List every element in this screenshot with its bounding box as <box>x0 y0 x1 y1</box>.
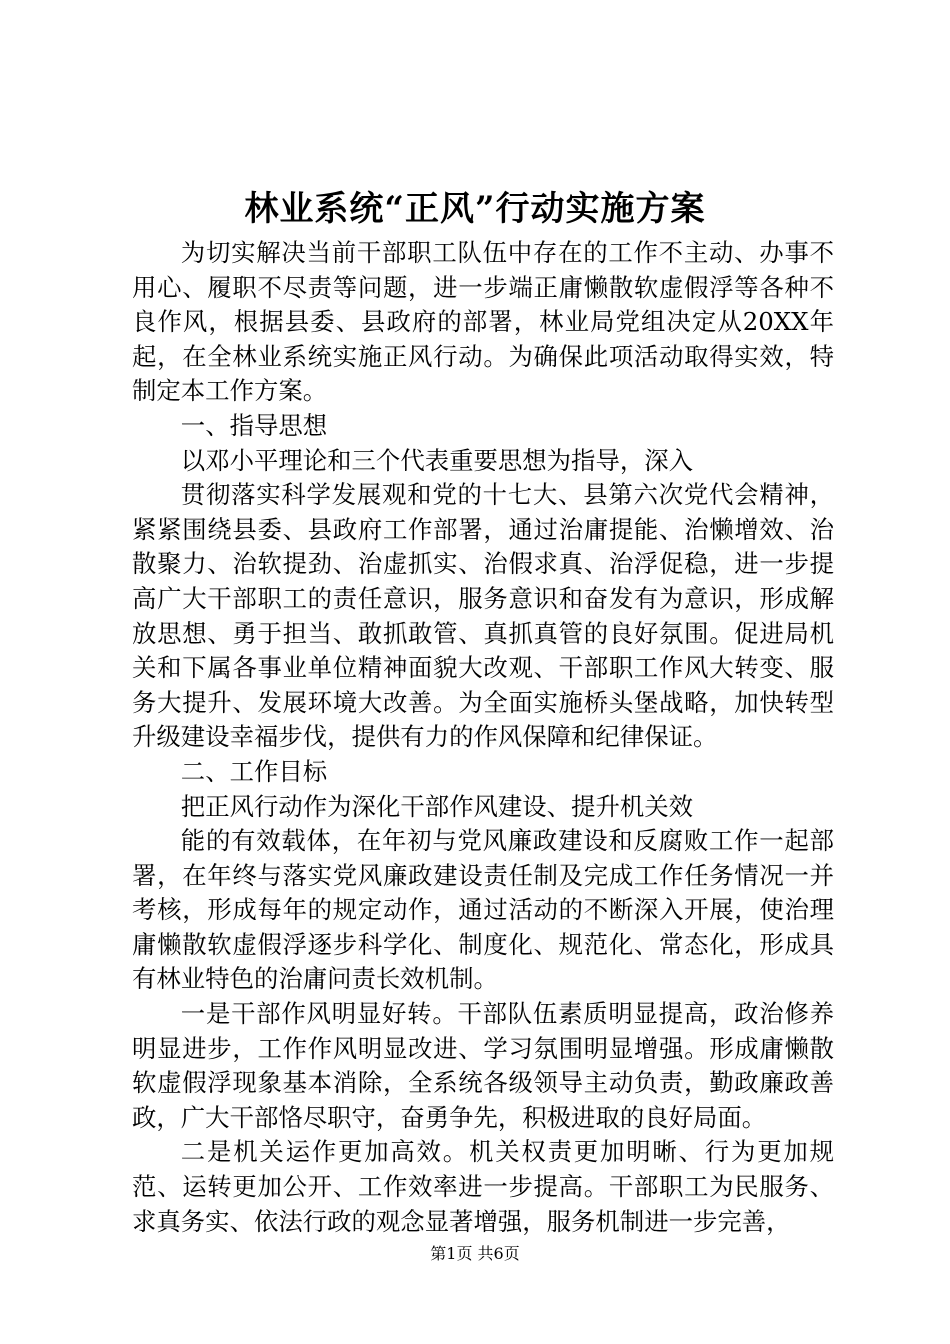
document-title: 林业系统“正风”行动实施方案 <box>244 189 706 229</box>
paragraph-work-goals: 能的有效载体，在年初与党风廉政建设和反腐败工作一起部署，在年终与落实党风廉政建设责任制及完成工作任务情况一并考核，形成每年的规定动作，通过活动的不断深入开展，使治理庸懒散软虚假浮逐步科学化、制度化、规范化、常态化，形成具有林业特色的治庸问责长效机制。 <box>132 826 834 994</box>
paragraph-goal-two: 二是机关运作更加高效。机关权责更加明晰、行为更加规范、运转更加公开、工作效率进一步提高。干部职工为民服务、求真务实、依法行政的观念显著增强，服务机制进一步完善， <box>132 1137 834 1236</box>
heading-guiding-ideology: 一、指导思想 <box>180 410 328 440</box>
paragraph-intro: 为切实解决当前干部职工队伍中存在的工作不主动、办事不用心、履职不尽责等问题，进一步端正庸懒散软虚假浮等各种不良作风，根据县委、县政府的部署，林业局党组决定从20XX年起，在全林业系统实施正风行动。为确保此项活动取得实效，特制定本工作方案。 <box>132 238 834 406</box>
page-number-footer: 第1页 共6页 <box>430 1244 520 1263</box>
heading-work-goals: 二、工作目标 <box>180 756 328 786</box>
document-body <box>132 236 834 1239</box>
paragraph-guiding-ideology-lead: 以邓小平理论和三个代表重要思想为指导，深入 <box>180 445 694 475</box>
paragraph-guiding-ideology: 贯彻落实科学发展观和党的十七大、县第六次党代会精神，紧紧围绕县委、县政府工作部署，通过治庸提能、治懒增效、治散聚力、治软提劲、治虚抓实、治假求真、治浮促稳，进一步提高广大干部职工的责任意识，服务意识和奋发有为意识，形成解放思想、勇于担当、敢抓敢管、真抓真管的良好氛围。促进局机关和下属各事业单位精神面貌大改观、干部职工作风大转变、服务大提升、发展环境大改善。为全面实施桥头堡战略，加快转型升级建设幸福步伐，提供有力的作风保障和纪律保证。 <box>132 480 834 752</box>
paragraph-work-goals-lead: 把正风行动作为深化干部作风建设、提升机关效 <box>180 791 694 821</box>
paragraph-goal-one: 一是干部作风明显好转。干部队伍素质明显提高，政治修养明显进步，工作作风明显改进、学习氛围明显增强。形成庸懒散软虚假浮现象基本消除，全系统各级领导主动负责，勤政廉政善政，广大干部恪尽职守，奋勇争先，积极进取的良好局面。 <box>132 999 834 1132</box>
